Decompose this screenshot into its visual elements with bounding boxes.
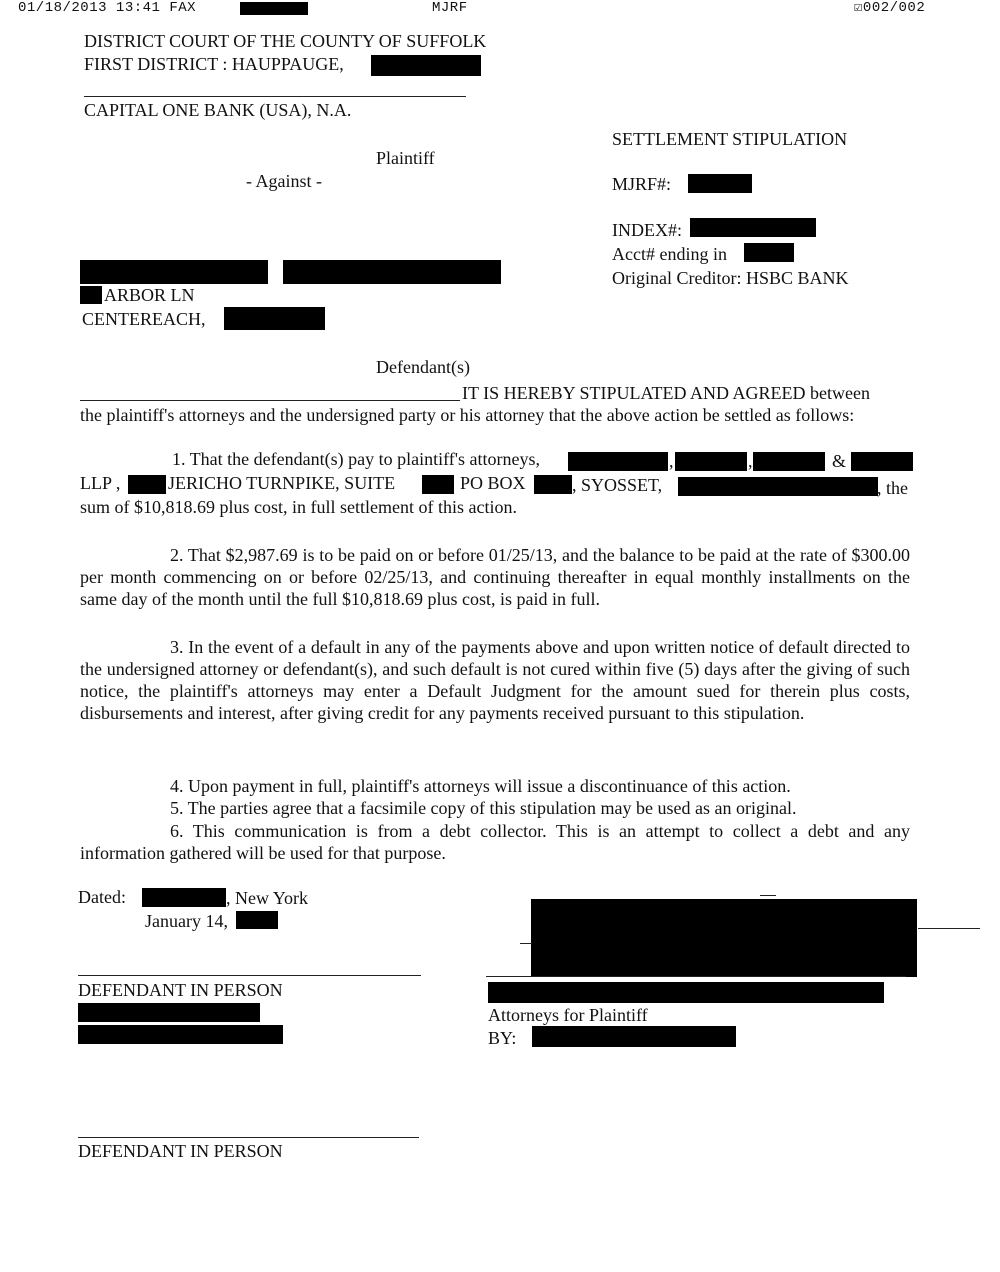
court-district: FIRST DISTRICT : HAUPPAUGE, (84, 54, 344, 74)
original-creditor: Original Creditor: HSBC BANK (612, 268, 849, 288)
fax-datetime: 01/18/2013 13:41 FAX (18, 0, 197, 16)
clause-1-the: , the (877, 478, 908, 498)
against-label: - Against - (246, 171, 322, 191)
mark (918, 928, 980, 929)
firm-city: , SYOSSET, (572, 475, 663, 495)
defendant-1-signature-line (78, 975, 421, 976)
clause-4: 4. Upon payment in full, plaintiff's attorneys will issue a discontinuance of this action. (170, 776, 791, 796)
dated-label: Dated: (78, 887, 126, 907)
defendant-1-label: DEFENDANT IN PERSON (78, 980, 283, 1000)
caption-top-rule (84, 96, 466, 97)
redaction (142, 888, 226, 907)
stipulation-intro: the plaintiff's attorneys and the undersigned party or his attorney that the above action be settled as follows: (80, 405, 855, 425)
redaction (422, 475, 454, 494)
redaction (534, 475, 572, 494)
defendant-2-signature-line (78, 1137, 419, 1138)
redaction (568, 452, 668, 471)
index-label: INDEX#: (612, 220, 682, 240)
redaction (371, 55, 481, 76)
redaction (753, 452, 825, 471)
clause-3: 3. In the event of a default in any of the payments above and upon written notice of default directed to the undersigned attorney or defendant(s), and such default is not cured within five (5) days after the giving of such notice, the plaintiff's attorneys may enter a Default Judgment for the amount sued for therein plus costs, disbursements and interest, after giving credit for any payments received pursuant to this stipulation. (80, 637, 910, 723)
firm-llp: LLP , (80, 473, 121, 493)
firm-pobox: PO BOX (460, 473, 526, 493)
redaction (688, 174, 752, 193)
clause-1-sum: sum of $10,818.69 plus cost, in full settlement of this action. (80, 497, 517, 517)
dated-place: , New York (226, 888, 309, 908)
defendant-street: ARBOR LN (104, 285, 195, 305)
plaintiff-name: CAPITAL ONE BANK (USA), N.A. (84, 100, 352, 120)
defendant-label: Defendant(s) (376, 357, 470, 377)
clause-1-lead: 1. That the defendant(s) pay to plaintiff's attorneys, (172, 449, 540, 469)
redaction (744, 243, 794, 262)
document-title: SETTLEMENT STIPULATION (612, 129, 848, 149)
redaction (80, 260, 268, 284)
redaction (128, 475, 166, 494)
mark (760, 895, 776, 896)
mark (520, 943, 532, 944)
attorneys-label: Attorneys for Plaintiff (488, 1005, 648, 1025)
defendant-2-label: DEFENDANT IN PERSON (78, 1141, 283, 1161)
ampersand: & (832, 451, 847, 471)
comma: , (669, 451, 674, 471)
clause-5: 5. The parties agree that a facsimile copy of this stipulation may be used as an original. (170, 798, 797, 818)
redaction (675, 452, 747, 471)
intro-rule (80, 400, 460, 401)
redaction (283, 260, 501, 284)
court-name: DISTRICT COURT OF THE COUNTY OF SUFFOLK (84, 31, 487, 51)
redaction (678, 477, 878, 496)
redaction (488, 982, 884, 1003)
redaction (690, 218, 816, 237)
redaction (80, 286, 102, 304)
defendant-city: CENTEREACH, (82, 309, 206, 329)
redaction (532, 1026, 736, 1047)
clause-6: 6. This communication is from a debt collector. This is an attempt to collect a debt and any information gathered will be used for that purpose. (80, 821, 910, 863)
redaction (531, 899, 917, 977)
mjrf-label: MJRF#: (612, 174, 672, 194)
by-label: BY: (488, 1028, 517, 1048)
attorney-signature-line (486, 976, 906, 977)
account-label: Acct# ending in (612, 244, 727, 264)
redaction (78, 1003, 260, 1022)
plaintiff-label: Plaintiff (376, 148, 435, 168)
redaction (78, 1025, 283, 1044)
firm-street: JERICHO TURNPIKE, SUITE (168, 473, 396, 493)
clause-2: 2. That $2,987.69 is to be paid on or before 01/25/13, and the balance to be paid at the rate of $300.00 per month commencing on or before 02/25/13, and continuing thereafter in equal monthly installments on the same day of the month until the full $10,818.69 plus cost, is paid in full. (80, 545, 910, 609)
stipulation-lead: IT IS HEREBY STIPULATED AND AGREED between (462, 383, 870, 403)
comma: , (748, 451, 753, 471)
fax-page-number: ☑002/002 (854, 0, 926, 16)
dated-date: January 14, (145, 911, 228, 931)
redaction (236, 911, 278, 929)
redaction (224, 307, 325, 330)
redaction (240, 2, 308, 15)
fax-sender: MJRF (432, 0, 468, 16)
redaction (851, 452, 913, 471)
